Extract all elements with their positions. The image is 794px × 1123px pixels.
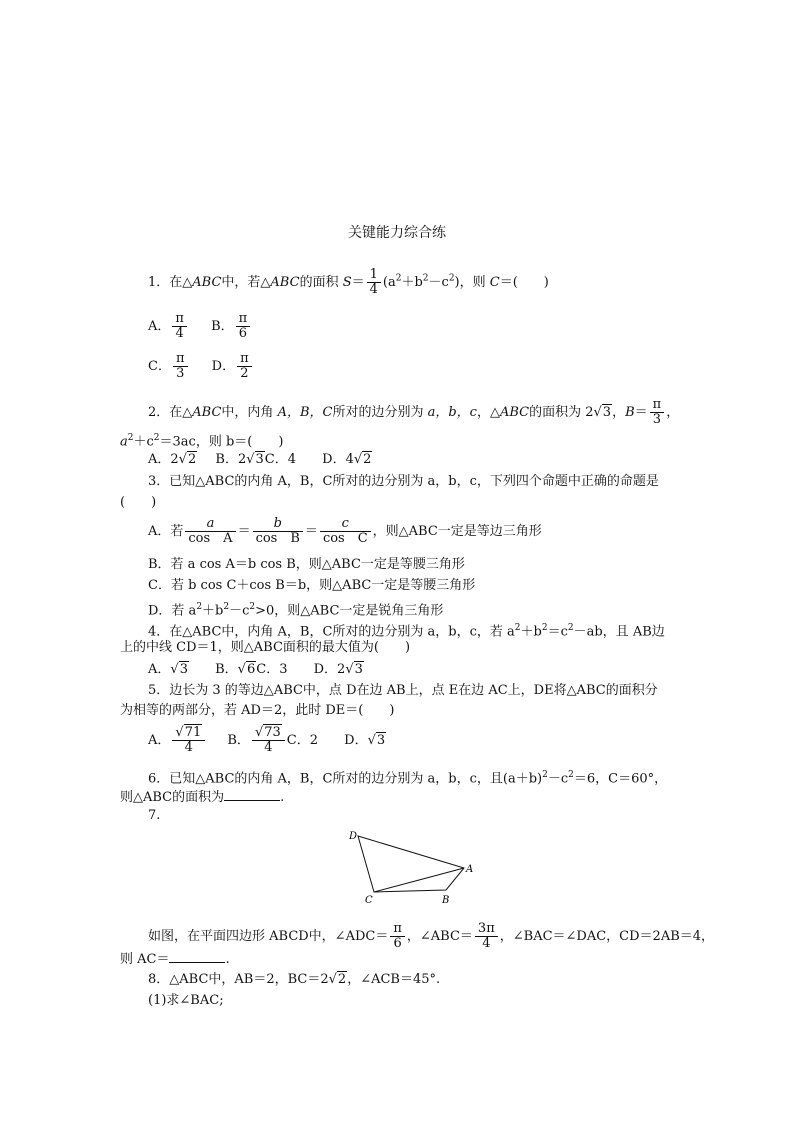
- q3-option-b: B．若 a cos A＝b cos B，则△ABC一定是等腰三角形: [148, 557, 465, 572]
- question-6: 6．已知△ABC的内角 A，B，C所对的边分别为 a，b，c，且$(a+b)^2-c^2=6$，C＝60°，: [148, 770, 668, 787]
- question-5-line2: 为相等的两部分，若 AD＝2，此时 DE＝( ): [120, 703, 395, 718]
- question-7-number: 7.: [148, 808, 161, 823]
- q4-options: A．√3 B．√6C．3 D．2√3: [148, 662, 363, 677]
- question-2-line2: $a^2+c^2=3ac$，则 b＝( ): [120, 433, 284, 450]
- page-title: 关键能力综合练: [348, 225, 446, 241]
- question-5: 5．边长为 3 的等边△ABC中，点 D在边 AB上，点 E在边 AC上，DE将△ABC的面积分: [148, 683, 658, 698]
- q1-options-row2: C． $\frac{\pi}{3}$ D． $\frac{\pi}{2}$: [148, 352, 254, 381]
- q1-options-row1: A． $\frac{\pi}{4}$ B． $\frac{\pi}{6}$: [148, 312, 252, 341]
- diagonal-ac: [374, 868, 464, 892]
- answer-blank[interactable]: [169, 950, 225, 963]
- q3-option-d: D．若 $a^2+b^2-c^2>0$，则△ABC一定是锐角三角形: [148, 602, 444, 619]
- answer-blank[interactable]: [224, 788, 280, 801]
- question-8: 8．△ABC中，AB＝2，BC＝2√2，∠ACB＝45°.: [148, 972, 441, 987]
- question-2: 2．在△ABC中，内角 A，B，C所对的边分别为 a，b，c，△ABC的面积为 2√3，B＝ $\frac{\pi}{3}$ ，: [148, 397, 680, 427]
- question-8-part1: (1)求∠BAC;: [148, 993, 224, 1008]
- quadrilateral-figure: [340, 822, 480, 906]
- label-a: A: [466, 864, 474, 875]
- q5-options: A． $\frac{√71}{4}$ B． $\frac{√73}{4}$ C．2 D．√3: [148, 725, 386, 755]
- label-c: C: [365, 895, 373, 906]
- question-6-line2: 则△ABC的面积为 .: [120, 790, 285, 805]
- question-4-line2: 上的中线 CD＝1，则△ABC面积的最大值为( ): [120, 640, 411, 655]
- q3-option-a: A．若 $\frac{a}{\text{cos A}}$ ＝ $\frac{b}{\text{cos B}}$ ＝ $\frac{c}{\text{cos C}}$ ，则△ABC一定是等边三角形: [148, 516, 542, 546]
- label-d: D: [349, 831, 358, 842]
- label-b: B: [442, 895, 450, 906]
- question-3-line2: ( ): [120, 495, 157, 510]
- q2-options: A．2√2 B．2√3C．4 D．4√2: [148, 452, 372, 467]
- question-3: 3．已知△ABC的内角 A，B，C所对的边分别为 a，b，c，下列四个命题中正确的命题是: [148, 474, 659, 489]
- question-4: 4．在△ABC中，内角 A，B，C所对的边分别为 a，b，c，若 $a^2+b^2=c^2-ab$，且 AB边: [148, 623, 665, 640]
- question-1: 1．在△ABC中，若△ABC的面积 S＝ $\frac{1}{4}$ $(a^2+b^2-c^2)$，则 C＝( ): [148, 267, 549, 297]
- question-7: 如图，在平面四边形 ABCD中，∠ADC＝ $\frac{\pi}{6}$ ，∠ABC＝ $\frac{3\pi}{4}$ ，∠BAC＝∠DAC，CD＝2AB＝4，: [148, 921, 715, 951]
- q3-option-c: C．若 b cos C＋cos B＝b，则△ABC一定是等腰三角形: [148, 578, 476, 593]
- quadrilateral-outline: [358, 836, 464, 892]
- question-7-line2: 则 AC＝ .: [120, 952, 230, 967]
